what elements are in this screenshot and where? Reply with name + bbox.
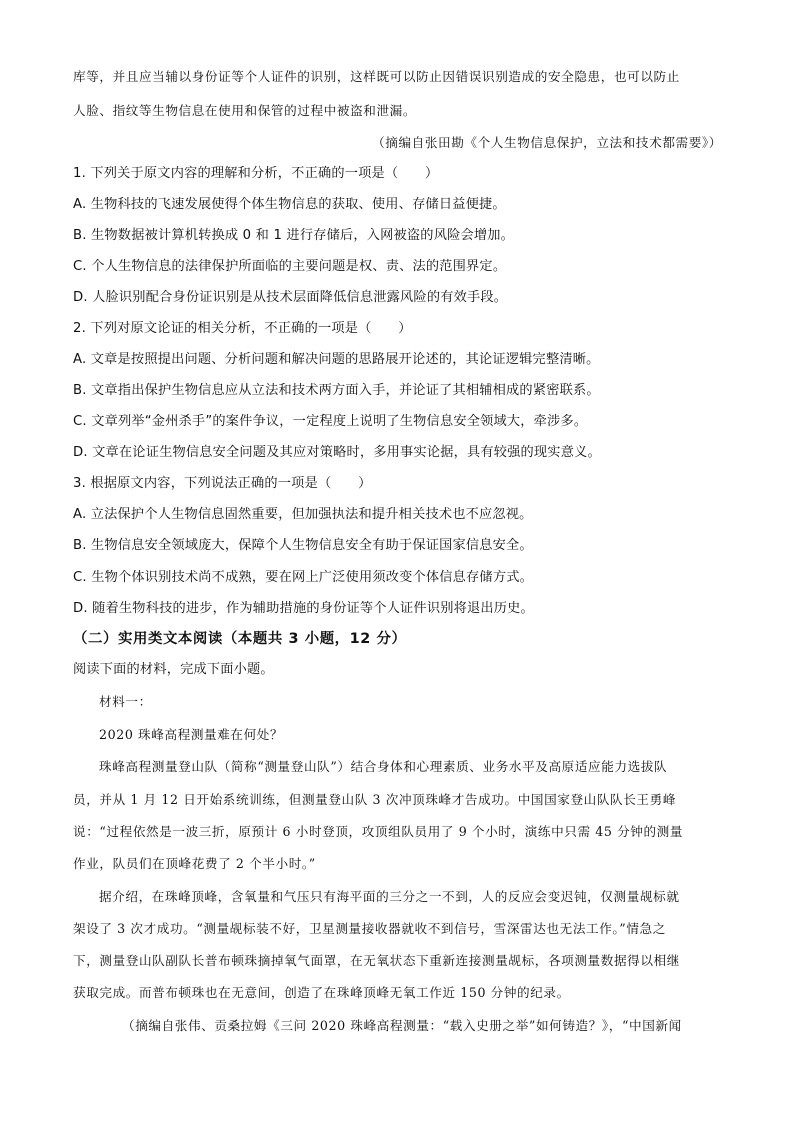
answer-option: B. 文章指出保护生物信息应从立法和技术两方面入手，并论证了其相辅相成的紧密联系。 [73,383,600,398]
article-line: 说：“过程依然是一波三折，原预计 6 小时登顶，攻顶组队员用了 9 个小时，演练中只需 45 分钟的测量 [73,824,684,839]
question-stem: 2. 下列对原文论证的相关分析，不正确的一项是（ ） [73,321,412,336]
article-title: 2020 珠峰高程测量难在何处？ [99,727,284,742]
article-line: 下，测量登山队副队长普布顿珠摘掉氧气面罩，在无氧状态下重新连接测量觇标，各项测量数据得以相继 [73,953,680,968]
article-line: 作业，队员们在顶峰花费了 2 个半小时。” [73,856,316,871]
answer-option: D. 文章在论证生物信息安全问题及其应对策略时，多用事实论据，具有较强的现实意义。 [73,445,601,460]
passage-line: 库等，并且应当辅以身份证等个人证件的识别，这样既可以防止因错误识别造成的安全隐患，也可以防止 [73,69,680,84]
answer-option: C. 个人生物信息的法律保护所面临的主要问题是权、责、法的范围界定。 [73,259,507,274]
question-stem: 3. 根据原文内容，下列说法正确的一项是（ ） [73,476,372,491]
answer-option: B. 生物信息安全领域庞大，保障个人生物信息安全有助于保证国家信息安全。 [73,538,533,553]
passage-source: （摘编自张田勘《个人生物信息保护，立法和技术都需要》） [372,135,722,150]
section-instruction: 阅读下面的材料，完成下面小题。 [73,662,274,677]
answer-option: D. 随着生物科技的进步，作为辅助措施的身份证等个人证件识别将退出历史。 [73,601,534,616]
article-source: （摘编自张伟、贡桑拉姆《三问 2020 珠峰高程测量：“载入史册之举”如何铸造？》，“中国新闻 [122,1018,682,1033]
answer-option: A. 生物科技的飞速发展使得个体生物信息的获取、使用、存储日益便捷。 [73,197,506,212]
article-line: 珠峰高程测量登山队（简称“测量登山队”）结合身体和心理素质、业务水平及高原适应能力选拔队 [99,759,668,774]
article-line: 架设了 3 次才成功。“测量觇标装不好，卫星测量接收器就收不到信号，雪深雷达也无法工作。”情急之 [73,921,666,936]
passage-line: 人脸、指纹等生物信息在使用和保管的过程中被盗和泄漏。 [73,103,417,118]
article-line: 据介绍，在珠峰顶峰，含氧量和气压只有海平面的三分之一不到，人的反应会变迟钝，仅测量觇标就 [99,889,680,904]
material-label: 材料一： [99,694,152,709]
answer-option: C. 生物个体识别技术尚不成熟，要在网上广泛使用须改变个体信息存储方式。 [73,570,533,585]
answer-option: C. 文章列举“金州杀手”的案件争议，一定程度上说明了生物信息安全领域大，牵涉多。 [73,414,588,429]
answer-option: A. 立法保护个人生物信息固然重要，但加强执法和提升相关技术也不应忽视。 [73,507,533,522]
answer-option: B. 生物数据被计算机转换成 0 和 1 进行存储后，入网被盗的风险会增加。 [73,228,515,243]
answer-option: A. 文章是按照提出问题、分析问题和解决问题的思路展开论述的，其论证逻辑完整清晰。 [73,352,600,367]
section-heading: （二）实用类文本阅读（本题共 3 小题，12 分） [73,631,407,647]
answer-option: D. 人脸识别配合身份证识别是从技术层面降低信息泄露风险的有效手段。 [73,290,508,305]
article-line: 员，并从 1 月 12 日开始系统训练，但测量登山队 3 次冲顶珠峰才告成功。中国国家登山队队长王勇峰 [73,792,677,807]
question-stem: 1. 下列关于原文内容的理解和分析，不正确的一项是（ ） [73,166,439,181]
article-line: 获取完成。而普布顿珠也在无意间，创造了在珠峰顶峰无氧工作近 150 分钟的纪录。 [73,985,570,1000]
